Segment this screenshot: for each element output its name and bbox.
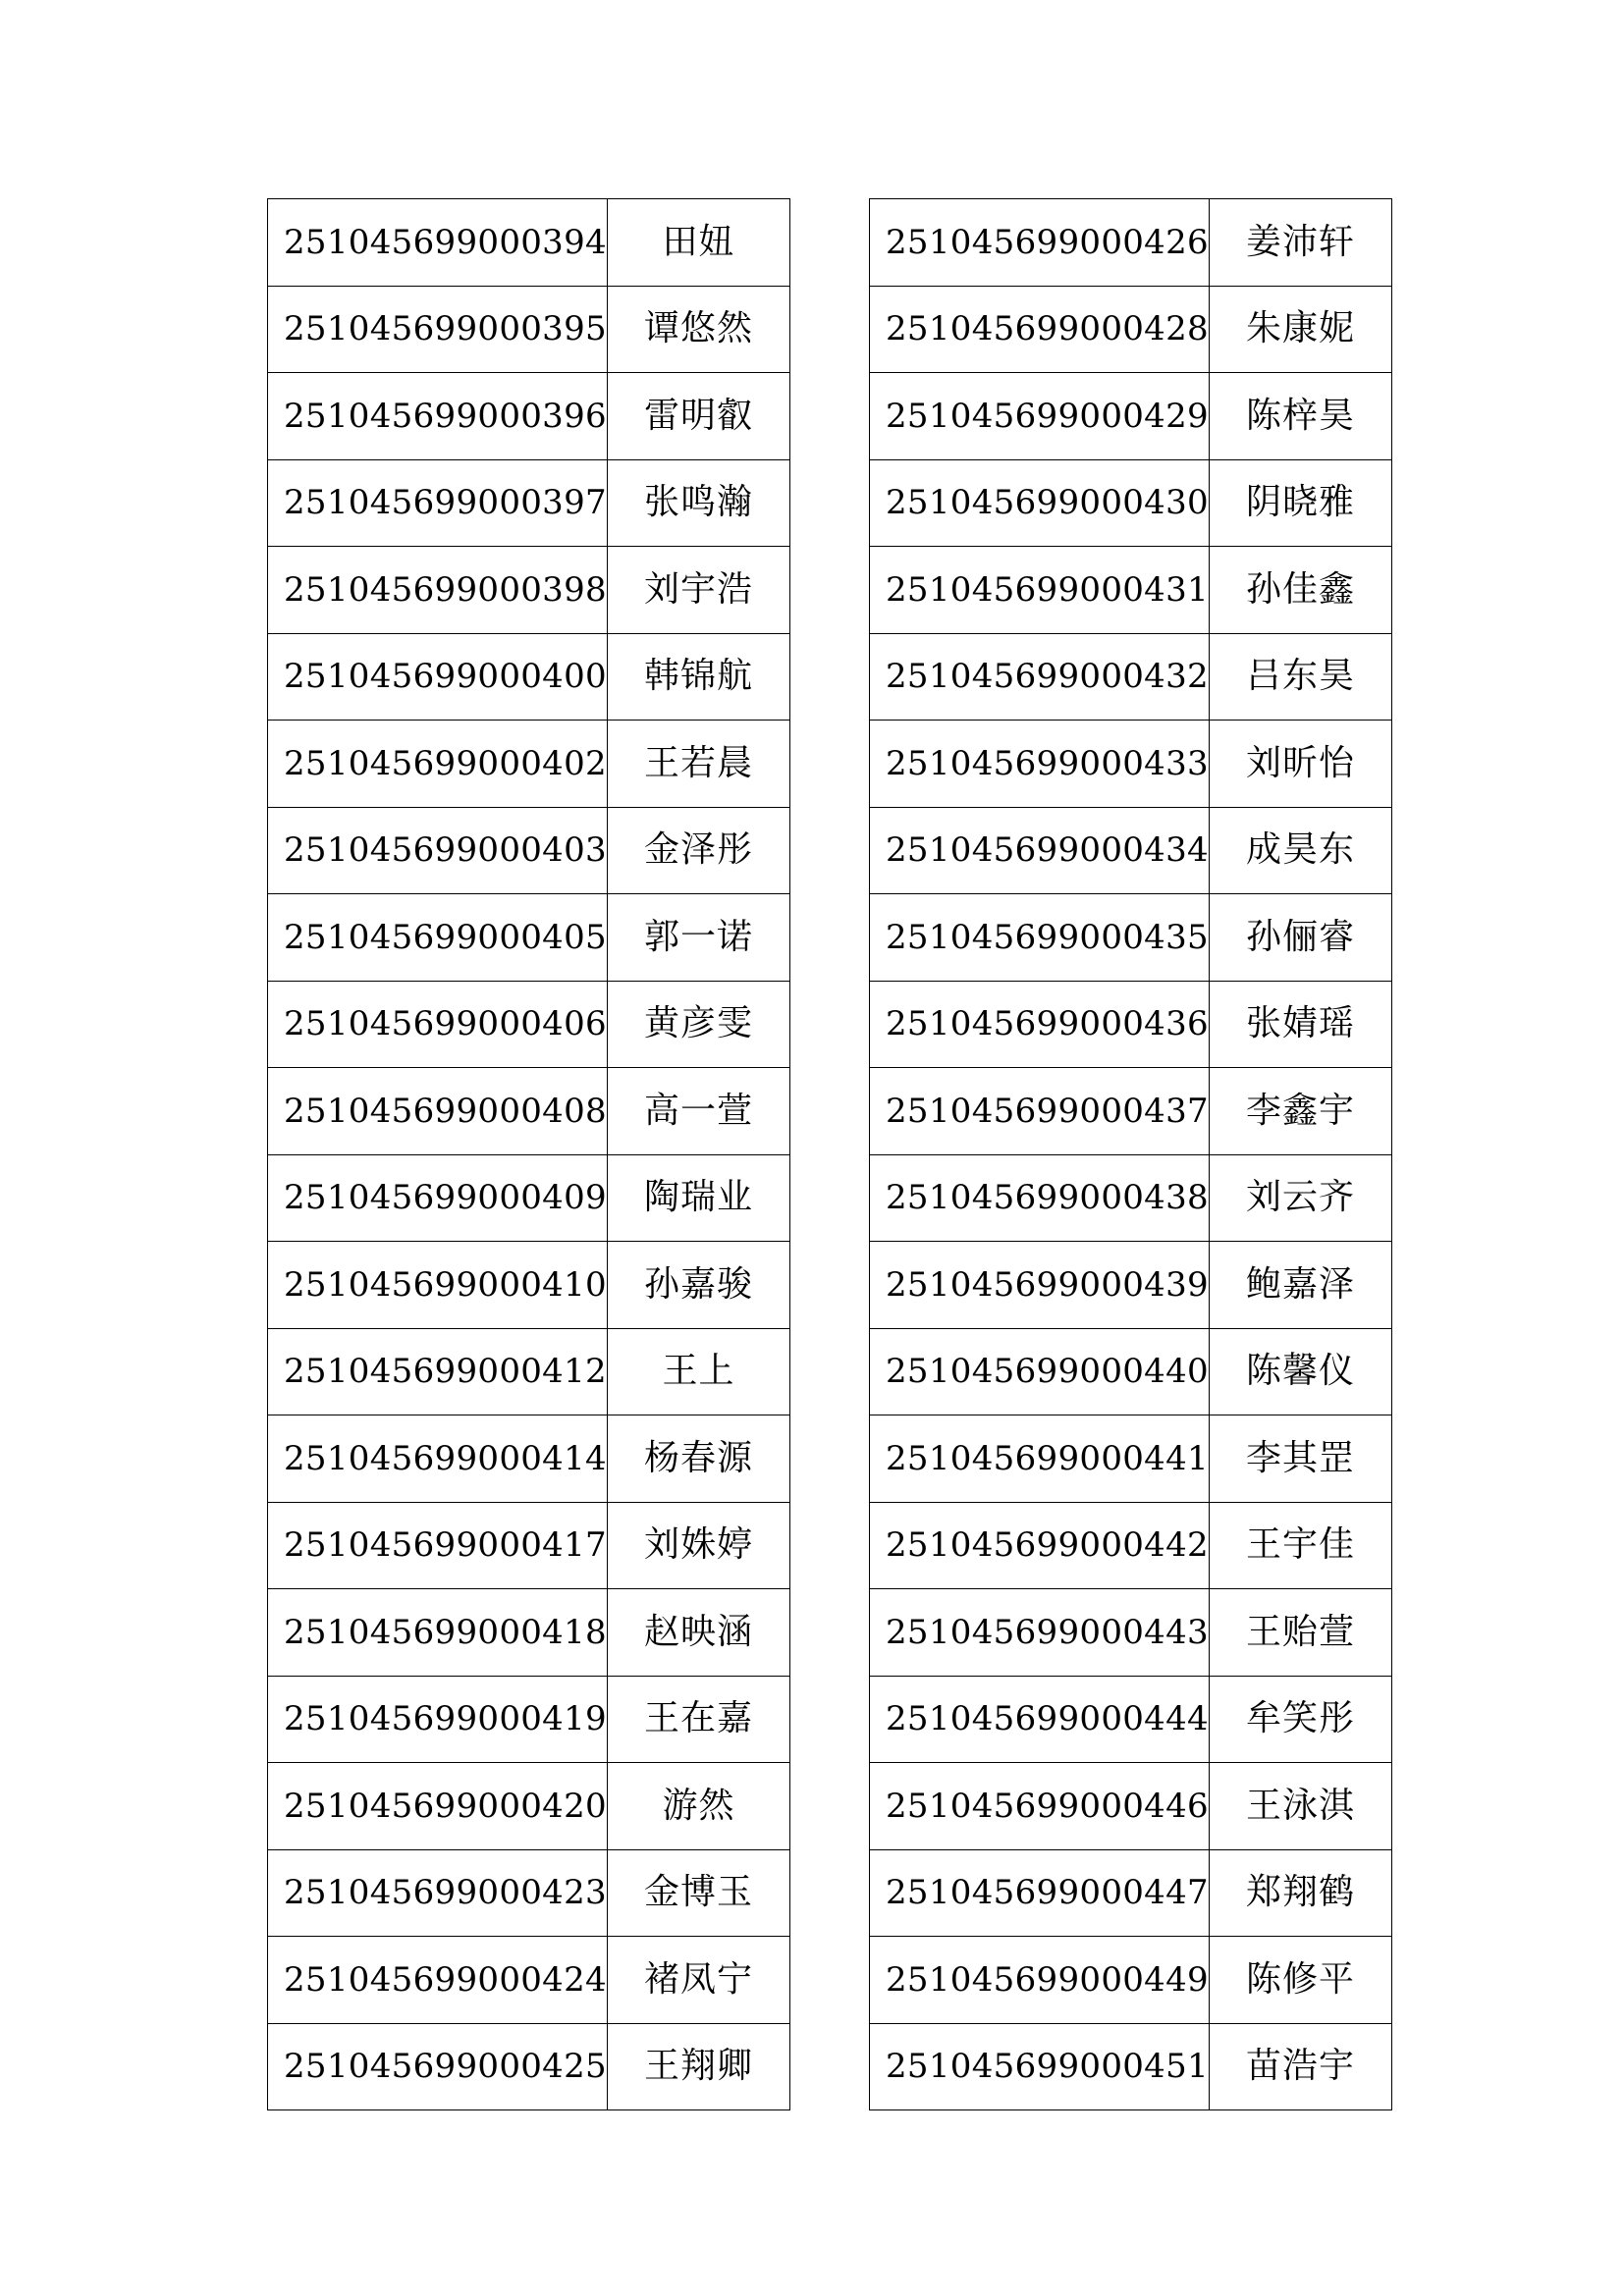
candidate-id-cell: 251045699000424 bbox=[268, 1937, 608, 2024]
candidate-id-cell: 251045699000405 bbox=[268, 894, 608, 982]
table-row bbox=[268, 199, 790, 287]
candidate-name-cell: 苗浩宇 bbox=[1209, 2023, 1391, 2110]
table-row bbox=[268, 1676, 790, 1763]
table-row bbox=[870, 807, 1392, 894]
roster-table-right-body bbox=[870, 199, 1392, 2110]
candidate-id-cell: 251045699000423 bbox=[268, 1849, 608, 1937]
candidate-name-cell: 杨春源 bbox=[607, 1415, 789, 1503]
candidate-name-cell: 牟笑彤 bbox=[1209, 1676, 1391, 1763]
candidate-name-cell: 褚凤宁 bbox=[607, 1937, 789, 2024]
candidate-name-cell: 陈修平 bbox=[1209, 1937, 1391, 2024]
candidate-name-cell: 成昊东 bbox=[1209, 807, 1391, 894]
candidate-id-cell: 251045699000400 bbox=[268, 633, 608, 721]
candidate-name-cell: 陶瑞业 bbox=[607, 1154, 789, 1242]
table-row bbox=[268, 1242, 790, 1329]
roster-table-left-body bbox=[268, 199, 790, 2110]
table-row bbox=[870, 199, 1392, 287]
table-row bbox=[870, 633, 1392, 721]
candidate-id-cell: 251045699000437 bbox=[870, 1068, 1210, 1155]
table-row bbox=[870, 1502, 1392, 1589]
table-row bbox=[870, 1328, 1392, 1415]
table-row bbox=[268, 1502, 790, 1589]
candidate-id-cell: 251045699000447 bbox=[870, 1849, 1210, 1937]
table-row bbox=[268, 1068, 790, 1155]
candidate-id-cell: 251045699000420 bbox=[268, 1763, 608, 1850]
table-row bbox=[268, 807, 790, 894]
candidate-name-cell: 金泽彤 bbox=[607, 807, 789, 894]
candidate-id-cell: 251045699000426 bbox=[870, 199, 1210, 287]
candidate-name-cell: 孙俪睿 bbox=[1209, 894, 1391, 982]
candidate-id-cell: 251045699000396 bbox=[268, 373, 608, 460]
candidate-name-cell: 游然 bbox=[607, 1763, 789, 1850]
candidate-id-cell: 251045699000398 bbox=[268, 547, 608, 634]
candidate-id-cell: 251045699000397 bbox=[268, 459, 608, 547]
candidate-id-cell: 251045699000410 bbox=[268, 1242, 608, 1329]
candidate-name-cell: 韩锦航 bbox=[607, 633, 789, 721]
candidate-name-cell: 王宇佳 bbox=[1209, 1502, 1391, 1589]
candidate-id-cell: 251045699000408 bbox=[268, 1068, 608, 1155]
table-row bbox=[870, 1849, 1392, 1937]
table-row bbox=[268, 1154, 790, 1242]
candidate-name-cell: 雷明叡 bbox=[607, 373, 789, 460]
candidate-name-cell: 张婧瑶 bbox=[1209, 981, 1391, 1068]
table-row bbox=[268, 1415, 790, 1503]
candidate-id-cell: 251045699000439 bbox=[870, 1242, 1210, 1329]
candidate-id-cell: 251045699000433 bbox=[870, 721, 1210, 808]
candidate-name-cell: 刘云齐 bbox=[1209, 1154, 1391, 1242]
candidate-id-cell: 251045699000395 bbox=[268, 286, 608, 373]
candidate-name-cell: 王贻萱 bbox=[1209, 1589, 1391, 1677]
table-row bbox=[268, 1763, 790, 1850]
candidate-name-cell: 王上 bbox=[607, 1328, 789, 1415]
candidate-name-cell: 孙嘉骏 bbox=[607, 1242, 789, 1329]
candidate-id-cell: 251045699000419 bbox=[268, 1676, 608, 1763]
table-row bbox=[870, 1154, 1392, 1242]
table-row bbox=[870, 1415, 1392, 1503]
candidate-id-cell: 251045699000402 bbox=[268, 721, 608, 808]
candidate-name-cell: 刘姝婷 bbox=[607, 1502, 789, 1589]
candidate-id-cell: 251045699000403 bbox=[268, 807, 608, 894]
table-row bbox=[268, 1937, 790, 2024]
candidate-name-cell: 郑翔鹤 bbox=[1209, 1849, 1391, 1937]
candidate-name-cell: 王泳淇 bbox=[1209, 1763, 1391, 1850]
candidate-id-cell: 251045699000436 bbox=[870, 981, 1210, 1068]
candidate-id-cell: 251045699000438 bbox=[870, 1154, 1210, 1242]
candidate-name-cell: 李其罡 bbox=[1209, 1415, 1391, 1503]
candidate-id-cell: 251045699000431 bbox=[870, 547, 1210, 634]
candidate-name-cell: 朱康妮 bbox=[1209, 286, 1391, 373]
candidate-name-cell: 高一萱 bbox=[607, 1068, 789, 1155]
candidate-id-cell: 251045699000434 bbox=[870, 807, 1210, 894]
candidate-id-cell: 251045699000432 bbox=[870, 633, 1210, 721]
table-row bbox=[268, 373, 790, 460]
candidate-name-cell: 郭一诺 bbox=[607, 894, 789, 982]
roster-table-left bbox=[267, 198, 790, 2110]
candidate-id-cell: 251045699000430 bbox=[870, 459, 1210, 547]
table-row bbox=[870, 721, 1392, 808]
table-row bbox=[870, 2023, 1392, 2110]
candidate-id-cell: 251045699000441 bbox=[870, 1415, 1210, 1503]
table-row bbox=[268, 1849, 790, 1937]
table-row bbox=[870, 373, 1392, 460]
candidate-name-cell: 黄彦雯 bbox=[607, 981, 789, 1068]
candidate-id-cell: 251045699000417 bbox=[268, 1502, 608, 1589]
candidate-id-cell: 251045699000440 bbox=[870, 1328, 1210, 1415]
candidate-id-cell: 251045699000394 bbox=[268, 199, 608, 287]
roster-table-right bbox=[869, 198, 1392, 2110]
candidate-name-cell: 姜沛轩 bbox=[1209, 199, 1391, 287]
candidate-id-cell: 251045699000444 bbox=[870, 1676, 1210, 1763]
candidate-id-cell: 251045699000409 bbox=[268, 1154, 608, 1242]
candidate-id-cell: 251045699000414 bbox=[268, 1415, 608, 1503]
candidate-name-cell: 吕东昊 bbox=[1209, 633, 1391, 721]
table-row bbox=[268, 981, 790, 1068]
candidate-name-cell: 陈馨仪 bbox=[1209, 1328, 1391, 1415]
table-row bbox=[268, 2023, 790, 2110]
candidate-id-cell: 251045699000428 bbox=[870, 286, 1210, 373]
candidate-name-cell: 李鑫宇 bbox=[1209, 1068, 1391, 1155]
candidate-name-cell: 鲍嘉泽 bbox=[1209, 1242, 1391, 1329]
candidate-name-cell: 金博玉 bbox=[607, 1849, 789, 1937]
table-row bbox=[870, 1937, 1392, 2024]
candidate-name-cell: 王在嘉 bbox=[607, 1676, 789, 1763]
candidate-id-cell: 251045699000443 bbox=[870, 1589, 1210, 1677]
candidate-id-cell: 251045699000435 bbox=[870, 894, 1210, 982]
table-row bbox=[870, 459, 1392, 547]
table-row bbox=[870, 1676, 1392, 1763]
table-row bbox=[268, 286, 790, 373]
table-row bbox=[268, 894, 790, 982]
table-row bbox=[870, 894, 1392, 982]
table-row bbox=[870, 1242, 1392, 1329]
candidate-id-cell: 251045699000406 bbox=[268, 981, 608, 1068]
table-row bbox=[870, 1589, 1392, 1677]
candidate-id-cell: 251045699000449 bbox=[870, 1937, 1210, 2024]
table-row bbox=[268, 459, 790, 547]
candidate-name-cell: 刘昕怡 bbox=[1209, 721, 1391, 808]
table-row bbox=[870, 547, 1392, 634]
candidate-id-cell: 251045699000418 bbox=[268, 1589, 608, 1677]
table-row bbox=[268, 633, 790, 721]
table-row bbox=[268, 721, 790, 808]
candidate-name-cell: 王若晨 bbox=[607, 721, 789, 808]
table-row bbox=[268, 1589, 790, 1677]
candidate-name-cell: 孙佳鑫 bbox=[1209, 547, 1391, 634]
candidate-name-cell: 刘宇浩 bbox=[607, 547, 789, 634]
candidate-id-cell: 251045699000425 bbox=[268, 2023, 608, 2110]
candidate-name-cell: 赵映涵 bbox=[607, 1589, 789, 1677]
table-row bbox=[870, 1763, 1392, 1850]
candidate-name-cell: 陈梓昊 bbox=[1209, 373, 1391, 460]
candidate-name-cell: 张鸣瀚 bbox=[607, 459, 789, 547]
table-row bbox=[870, 981, 1392, 1068]
candidate-id-cell: 251045699000446 bbox=[870, 1763, 1210, 1850]
candidate-id-cell: 251045699000442 bbox=[870, 1502, 1210, 1589]
candidate-name-cell: 田妞 bbox=[607, 199, 789, 287]
candidate-name-cell: 谭悠然 bbox=[607, 286, 789, 373]
table-row bbox=[870, 286, 1392, 373]
candidate-id-cell: 251045699000451 bbox=[870, 2023, 1210, 2110]
candidate-name-cell: 阴晓雅 bbox=[1209, 459, 1391, 547]
candidate-name-cell: 王翔卿 bbox=[607, 2023, 789, 2110]
candidate-id-cell: 251045699000429 bbox=[870, 373, 1210, 460]
candidate-id-cell: 251045699000412 bbox=[268, 1328, 608, 1415]
table-row bbox=[268, 1328, 790, 1415]
table-row bbox=[268, 547, 790, 634]
table-row bbox=[870, 1068, 1392, 1155]
